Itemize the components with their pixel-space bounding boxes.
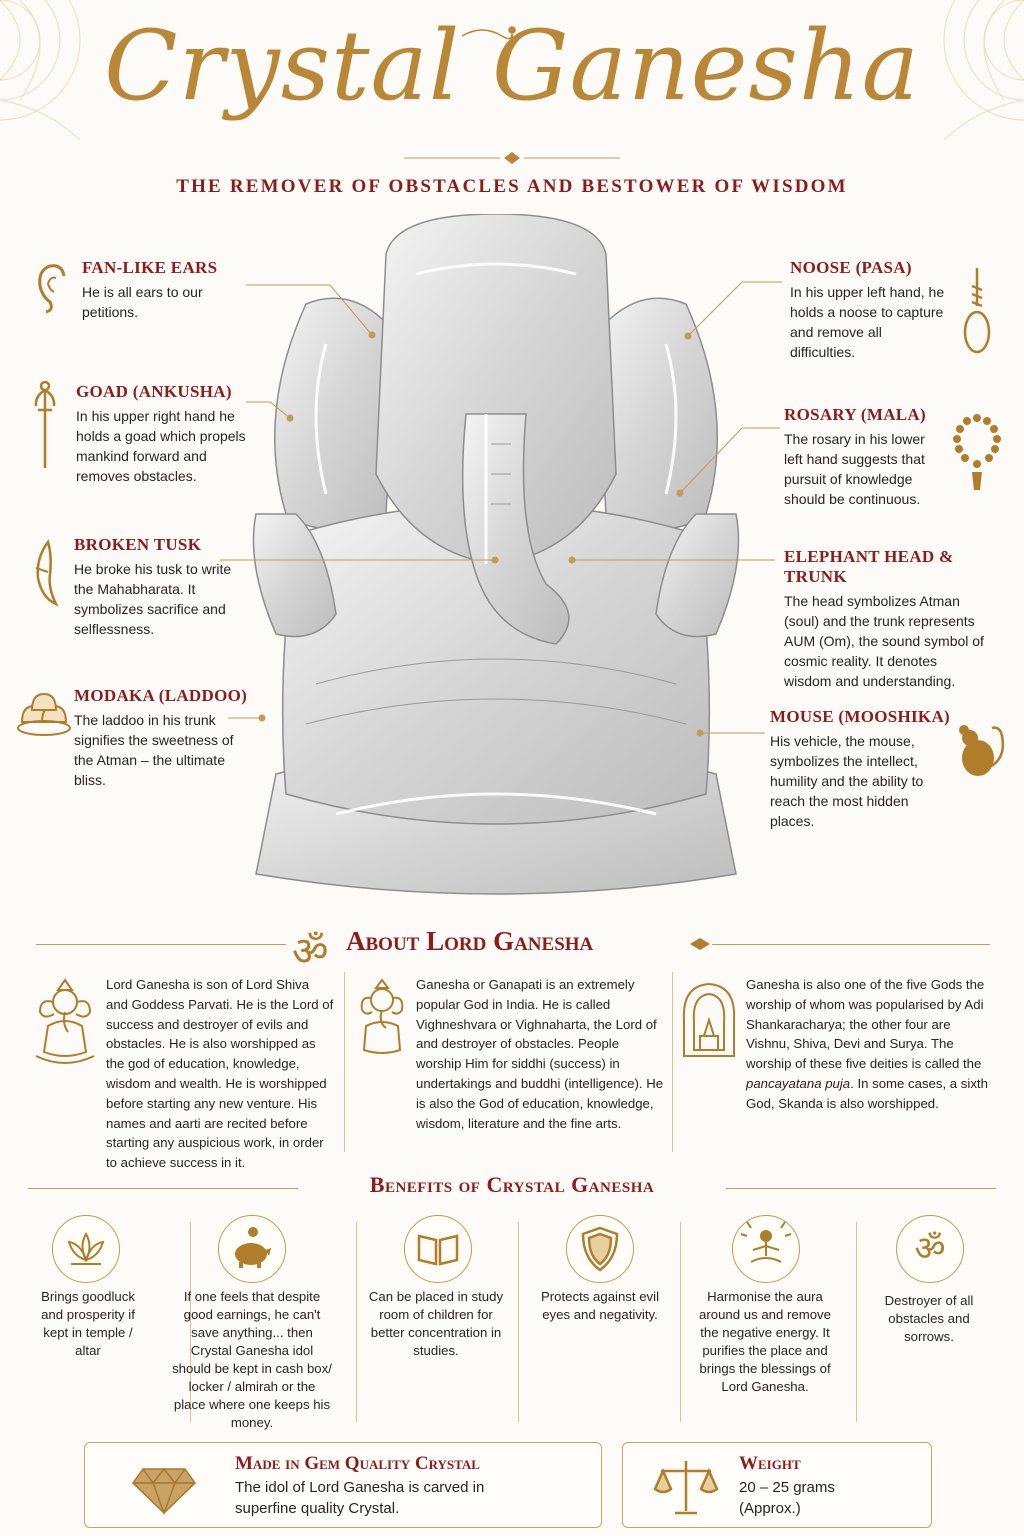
benefit-item-protection: Protects against evil eyes and negativity.: [540, 1289, 659, 1322]
weight-text: 20 – 25 grams (Approx.): [739, 1479, 835, 1517]
ganesha-bust-icon: [356, 976, 408, 1056]
weight-box: [622, 1442, 932, 1528]
feature-mouse: [770, 707, 970, 831]
heading-ornament: [690, 938, 710, 950]
about-text: . In some cases, a sixth God, Skanda is also worshipped.: [746, 1075, 988, 1111]
meditation-icon: [732, 1215, 800, 1283]
feature-text: He broke his tusk to write the Mahabharata. It symbolizes sacrifice and selflessness.: [74, 561, 232, 637]
benefit-item-goodluck: Brings goodluck and prosperity if kept in temple / altar: [41, 1289, 135, 1358]
feature-text: The head symbolizes Atman (soul) and the trunk represents AUM (Om), the sound symbol of cosmic reality. It denotes wisdom and understanding.: [784, 593, 984, 689]
benefit-divider: [856, 1222, 857, 1422]
mouse-icon: [948, 716, 1008, 780]
about-column-1: [106, 975, 334, 1173]
seated-ganesha-icon: [28, 976, 102, 1072]
lotus-icon: [52, 1215, 120, 1283]
about-column-3: [746, 975, 990, 1114]
diamond-icon: [129, 1457, 199, 1517]
feature-elephant-head: [784, 547, 1014, 691]
feature-title: ELEPHANT HEAD & TRUNK: [784, 547, 954, 586]
benefit-divider: [518, 1222, 519, 1422]
om-icon: ॐ: [292, 929, 329, 975]
crystal-quality-text: The idol of Lord Ganesha is carved in superfine quality Crystal.: [235, 1479, 485, 1517]
benefit-divider: [680, 1222, 681, 1422]
feature-title: GOAD (ANKUSHA): [76, 382, 232, 401]
feature-title: FAN-LIKE EARS: [82, 258, 218, 277]
crystal-quality-box: [84, 1442, 602, 1528]
goad-icon: [30, 380, 60, 470]
piggy-bank-icon: [218, 1215, 286, 1283]
page-subtitle: THE REMOVER OF OBSTACLES AND BESTOWER OF WISDOM: [176, 176, 848, 197]
benefit-item-study: Can be placed in study room of children for better concentration in studies.: [368, 1289, 504, 1358]
column-divider: [672, 972, 673, 1152]
feature-title: NOOSE (PASA): [790, 258, 912, 277]
shield-icon: [566, 1215, 634, 1283]
feature-fan-like-ears: [82, 258, 282, 322]
benefit-item-aura: Harmonise the aura around us and remove the negative energy. It purifies the place and brings the blessings of Lord Ganesha.: [699, 1289, 831, 1394]
about-heading: About Lord Ganesha: [346, 926, 594, 956]
about-column-2: [416, 975, 664, 1133]
feature-modaka: [74, 686, 274, 790]
laddoo-icon: [16, 688, 72, 740]
feature-text: In his upper left hand, he holds a noose to capture and remove all difficulties.: [790, 284, 945, 360]
temple-icon: [678, 980, 740, 1064]
column-divider: [344, 972, 345, 1152]
crystal-quality-title: Made in Gem Quality Crystal: [235, 1453, 480, 1474]
about-divider-right: [712, 944, 990, 945]
tusk-icon: [28, 538, 62, 608]
about-text: Ganesha or Ganapati is an extremely popular God in India. He is called Vighneshvara or Vighnaharta, the Lord of and destroyer of obstacles. People worship Him for siddhi (success) in undertakings and buddhi (intelligence). He is also the God of education, knowledge, wisdom, literature and the fine arts.: [416, 977, 664, 1131]
feature-title: MOUSE (MOOSHIKA): [770, 707, 950, 726]
feature-title: MODAKA (LADDOO): [74, 686, 248, 705]
benefit-item-savings: If one feels that despite good earnings, he can't save anything... then Crystal Ganesha idol should be kept in cash box/ locker / almirah or the place where one keeps his money.: [172, 1289, 332, 1430]
feature-text: His vehicle, the mouse, symbolizes the intellect, humility and the ability to reach the most hidden places.: [770, 733, 924, 829]
feature-title: ROSARY (MALA): [784, 405, 926, 424]
about-text: Lord Ganesha is son of Lord Shiva and Goddess Parvati. He is the Lord of success and destroyer of evils and obstacles. He is also worshipped as the god of education, knowledge, wisdom and wealth. He is worshipped before starting any new venture. His names and aarti are recited before starting any auspicious work, in order to achieve success in it.: [106, 977, 334, 1171]
benefit-divider: [356, 1222, 357, 1422]
feature-goad: [76, 382, 276, 486]
about-text: Ganesha is also one of the five Gods the worship of whom was popularised by Adi Shankaracharya; the other four are Vishnu, Shiva, Devi and Surya. The worship of these five deities is called the: [746, 977, 985, 1072]
benefit-item-obstacles: Destroyer of all obstacles and sorrows.: [884, 1293, 974, 1344]
scale-icon: [651, 1457, 721, 1517]
noose-icon: [960, 266, 994, 356]
feature-text: He is all ears to our petitions.: [82, 284, 203, 320]
feature-text: The laddoo in his trunk signifies the sweetness of the Atman – the ultimate bliss.: [74, 712, 234, 788]
feature-text: In his upper right hand he holds a goad which propels mankind forward and removes obstacles.: [76, 408, 246, 484]
weight-title: Weight: [739, 1453, 801, 1474]
feature-text: The rosary in his lower left hand suggests that pursuit of knowledge should be continuous.: [784, 431, 925, 507]
feature-broken-tusk: [74, 535, 274, 639]
benefits-heading: Benefits of Crystal Ganesha: [369, 1172, 655, 1197]
about-text-italic: pancayatana puja: [746, 1075, 851, 1091]
book-icon: [404, 1215, 472, 1283]
feature-title: BROKEN TUSK: [74, 535, 202, 554]
about-divider-left: [36, 944, 286, 945]
rosary-icon: [950, 412, 1004, 494]
page-title: Crystal Ganesha: [104, 10, 920, 122]
om-benefit-icon: ॐ: [896, 1215, 964, 1283]
ear-icon: [34, 262, 74, 316]
